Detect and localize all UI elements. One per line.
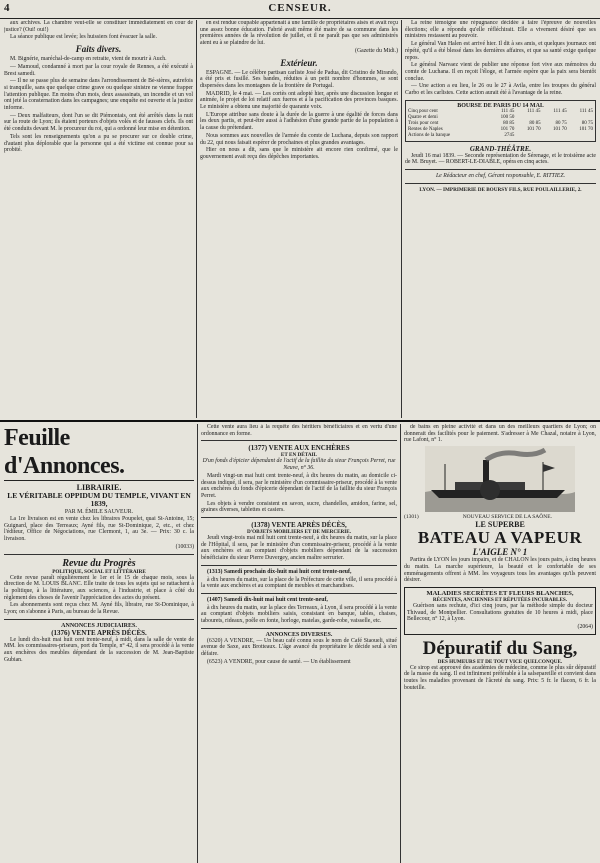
section-heading-faits-divers: Faits divers. bbox=[75, 44, 122, 55]
article-text: aux archives. La chambre veut-elle se constituer immédiatement en cour de justice? (Oui! oui!) bbox=[4, 20, 193, 33]
ad-italic: D'un fonds d'épicier dépendant de l'actif de la faillite du sieur François Perret, rue Neuve, n° 36. bbox=[202, 458, 396, 472]
divider bbox=[4, 554, 194, 555]
annonces-column-1 bbox=[4, 424, 194, 863]
divider bbox=[201, 565, 397, 566]
bourse-row bbox=[408, 127, 593, 133]
ad-number: (2064) bbox=[577, 624, 593, 631]
ad-text: Cette vente aura lieu à la requête des héritiers bénéficiaires et en vertu d'une ordonnance en forme. bbox=[201, 424, 397, 437]
bourse-label: Trois pour cent bbox=[408, 120, 439, 126]
divider bbox=[405, 169, 596, 170]
divider bbox=[201, 593, 397, 594]
news-item: — Une action a eu lieu, le 26 ou le 27 à Avila, entre les troupes du général Carbo et les carlistes. Cette action aurait été à l'avantage de la reine. bbox=[405, 83, 596, 97]
bourse-label: Cinq pour cent bbox=[408, 108, 438, 114]
ad-heading: (1376) VENTE APRÈS DÉCÈS. bbox=[51, 628, 147, 637]
ad-text: Les objets à vendre consistent en savon, sucre, chandelles, amidon, farine, sel, graines diverses, tablettes et casiers. bbox=[201, 500, 397, 514]
column-2 bbox=[200, 20, 398, 418]
bourse-value: 100 50 bbox=[500, 114, 515, 120]
ad-text: Le lundi dix-huit mai huit cent trente-neuf, à midi, dans la salle de vente de MM. les commissaires-priseurs, port du Temple, n° 42, il sera procédé à la vente aux enchères des meubles dépendant de la succession de M. Jean-Baptiste Gubian. bbox=[4, 636, 194, 663]
ad-text: Mardi vingt-un mai huit cent trente-neuf, à dix heures du matin, au domicile ci-dessus indiqué, il sera, par le ministère d'un commissaire-priseur, procédé à la vente aux enchères du fonds d'épicerie dépendant de l'actif de la faillite du sieur François Perret. bbox=[201, 472, 397, 499]
ad-subheading: RÉCENTES, ANCIENNES ET RÉPUTÉES INCURABLES. bbox=[432, 596, 568, 603]
bourse-table bbox=[408, 109, 593, 139]
divider bbox=[201, 517, 397, 518]
section-heading-judiciaires: ANNONCES JUDICIAIRES. bbox=[61, 622, 137, 629]
bourse-box bbox=[405, 100, 596, 142]
bourse-value: 80 75 bbox=[581, 120, 593, 126]
bourse-value bbox=[514, 133, 540, 139]
printer-imprint: LYON. — IMPRIMERIE DE BOURSY FILS, RUE POULAILLERIE, 2. bbox=[419, 186, 582, 193]
bourse-value: 2745 bbox=[504, 132, 515, 138]
bourse-value bbox=[567, 133, 593, 139]
page-number: 4 bbox=[4, 2, 10, 14]
ad-text: Les abonnements sont reçus chez M. Ayné fils, libraire, rue St-Dominique, à Lyon; on s'abonne à Paris, au bureau de la Revue. bbox=[4, 602, 194, 616]
ad-text: (6320) A VENDRE, — Un beau café connu sous le nom de Café Staoueli, situé avenue de Saxe, aux Brotteaux. L'âge avancé du propriétaire le décide seul à s'en défaire. bbox=[201, 637, 397, 658]
column-divider bbox=[400, 424, 401, 863]
divider bbox=[201, 628, 397, 629]
news-item: Nous sommes aux nouvelles de l'armée du comte de Luchana, depuis son rapport du 22, qui nous faisait espérer de prochaines et plus grandes avantages. bbox=[200, 132, 398, 146]
news-item: Le général Narvaez vient de publier une réponse fort vive aux mémoires du comte de Luchana. Il en reçoit l'éloge, et l'armée espère que la paix sera bientôt conclue. bbox=[405, 62, 596, 82]
ad-text: (6523) A VENDRE, pour cause de santé. — Un établissement bbox=[207, 658, 351, 665]
ad-text: Partira de LYON les jours impairs, et de CHALON les jours pairs, à cinq heures du matin. La marche supérieure, la beauté et le confortable de ses emménagements offrent à MM. les voyageurs tous les avantages qu'ils peuvent désirer. bbox=[404, 557, 596, 584]
divider bbox=[201, 440, 397, 441]
news-item: Tels sont les renseignements qu'on a pu se procurer sur ce double crime, d'autant plus déplorable que la personne qui a été victime est connue pour sa probité. bbox=[4, 133, 193, 154]
ad-text: Cette revue paraît régulièrement le 1er et le 15 de chaque mois, sous la direction de M. LOUIS BLANC. Elle traite de tous les sujets qui se rattachent à la politique, à la littérature, aux sciences, à l'industrie, et place à côté du règlement des choses de l'avenir l'appréciation des actes du présent. bbox=[4, 574, 194, 601]
newspaper-title: CENSEUR. bbox=[268, 2, 332, 14]
ad-subheading: D'OBJETS MOBILIERS ET DE MERCERIE. bbox=[246, 529, 352, 536]
depuratif-subtitle: DES HUMEURS ET DE TOUT VICE QUELCONQUE. bbox=[437, 658, 563, 665]
ad-heading: (1313) Samedi prochain dix-huit mai huit cent trente-neuf, bbox=[207, 568, 352, 575]
bourse-title: BOURSE DE PARIS DU 14 MAI. bbox=[457, 102, 544, 109]
bourse-row bbox=[408, 133, 593, 139]
news-item: — Deux malfaiteurs, dont l'un se dit Piémontais, ont été arrêtés dans la nuit sur la route de Lyon; ils étaient porteurs d'objets volés et de fausses clefs. Ils ont été conduits devant M. le procureur du roi, qui a ordonné leur mise en détention. bbox=[4, 112, 193, 133]
section-heading-diverses: ANNONCES DIVERSES. bbox=[265, 631, 333, 638]
section-heading-exterieur: Extérieur. bbox=[280, 57, 318, 68]
bourse-row bbox=[408, 109, 593, 115]
ad-heading: (1378) VENTE APRÈS DÉCÈS, bbox=[251, 521, 347, 530]
ad-text: Ce sirop est approuvé des académies de médecine, comme le plus sûr dépuratif de la masse du sang. Il est infiniment préférable à la salsepareille et convient dans toutes les maladies provenant de l'âcreté du sang. Prix: 5 fr. le flacon, 6 fr. la bouteille. bbox=[404, 664, 596, 691]
bourse-label: Rentes de Naples bbox=[408, 126, 443, 132]
ad-text: à dix heures du matin, sur la place de la Préfecture de cette ville, il sera procédé à la vente aux enchères et au comptant de meubles et marchandises. bbox=[201, 576, 397, 590]
column-divider bbox=[197, 424, 198, 863]
news-item: — Il ne se passe plus de semaine dans l'arrondissement de Bé-sières, autrefois si tranquille, sans que quelque crime grave ou quelque sinistre ne vienne frapper l'attention publique. En moins d'un mois, deux assassinats, un incendie et un vol ont jeté la consternation dans les campagnes; une enquête est ouverte et la justice informe. bbox=[4, 78, 193, 112]
editor-signature: Le Rédacteur en chef, Gérant responsable, E. RITTIEZ. bbox=[435, 173, 566, 180]
bourse-value: 101 70 bbox=[526, 126, 541, 132]
steamboat-illustration bbox=[425, 446, 575, 512]
column-3 bbox=[405, 20, 596, 418]
ad-text: Guérison sans rechute, d'ici cinq jours, par la méthode simple du docteur Thivaud, de Montpellier. Consultations gratuites de 10 heures à midi, place Bellecour, n° 12, à Lyon. bbox=[407, 602, 593, 623]
news-item: Hier on nous a dit, sans que le ministère ait encore rien confirmé, que le gouvernement avait reçu des dépêches importantes. bbox=[200, 147, 398, 160]
source-credit: (Gazette du Midi.) bbox=[355, 47, 398, 54]
bourse-value bbox=[541, 133, 567, 139]
ad-heading: (1377) VENTE AUX ENCHÈRES bbox=[248, 444, 350, 453]
column-1 bbox=[4, 20, 193, 418]
divider bbox=[405, 183, 596, 184]
revue-title: Revue du Progrès bbox=[62, 557, 136, 569]
article-text: La séance publique est levée; les huissiers font évacuer la salle. bbox=[10, 34, 157, 41]
section-heading-librairie: LIBRAIRIE. bbox=[76, 483, 122, 492]
book-title: LE VÉRITABLE OPPIDUM DU TEMPLE, VIVANT EN 1839, bbox=[7, 491, 191, 508]
article-text: en est rendue coupable appartenait à une famille de propriétaires aisés et avait reçu une assez bonne éducation. Fabrié avait même été maire de sa commune dans les premières années de la révolution de juillet, et il ne paraît pas que ses administrés aient eu à se plaindre de lui. bbox=[200, 20, 398, 47]
bourse-value: 101 70 bbox=[579, 126, 593, 132]
annonces-column-3 bbox=[404, 424, 596, 863]
bourse-value: 111 45 bbox=[553, 108, 567, 114]
ad-text: de bains en pleine activité et dans un des meilleurs quartiers de Lyon; on donnerait des facilités pour le paiement. S'adresser à Me Chazal, notaire à Lyon, rue Lafont, n° 1. bbox=[404, 424, 596, 444]
maladies-box bbox=[404, 587, 596, 635]
page-header bbox=[0, 0, 600, 19]
book-author: PAR M. ÉMILE SAUVEUR. bbox=[64, 509, 134, 515]
column-divider bbox=[196, 20, 197, 418]
news-item: Le général Van Halen est arrivé hier. Il dit à ses amis, et quelques journaux ont répété, qu'il a été blessé dans les dernières affaires, et que sa santé exige quelque repos. bbox=[405, 41, 596, 61]
ad-heading: (1407) Samedi dix-huit mai huit cent trente-neuf, bbox=[207, 596, 328, 603]
news-item: MADRID, le 4 mai. — Les cortès ont adopté hier, après une discussion longue et animée, le projet de loi relatif aux fueros et à la pacification des provinces basques. Le ministère a obtenu une majorité de quarante voix. bbox=[200, 90, 398, 111]
ad-heading: MALADIES SECRÈTES ET FLEURS BLANCHES, bbox=[426, 589, 574, 597]
theatre-text: Jeudi 16 mai 1839. — Seconde représentation de Sérenage, et le troisième acte de M. Bruyet. — ROBERT-LE-DIABLE, opéra en cinq actes. bbox=[405, 152, 596, 166]
column-divider bbox=[401, 20, 402, 418]
bourse-value: 80 75 bbox=[555, 120, 567, 126]
ad-number: (1301) bbox=[404, 514, 419, 521]
bourse-value: 101 70 bbox=[553, 126, 567, 132]
news-item: — Mamoud, condamné à mort par la cour royale de Rennes, a été exécuté à Brest samedi. bbox=[4, 63, 193, 77]
bourse-value: 80 85 bbox=[503, 120, 515, 126]
bourse-value: 111 45 bbox=[579, 108, 593, 114]
bourse-value: 80 85 bbox=[529, 120, 541, 126]
ad-number: (10033) bbox=[175, 543, 194, 550]
news-item: La reine témoigne une répugnance décidée à faire l'épreuve de nouvelles élections; elle a répondu qu'elle réfléchirait. Elle a vivement désiré que ses ministres restassent au pouvoir. bbox=[405, 20, 596, 40]
theatre-heading: GRAND-THÉÂTRE. bbox=[469, 144, 532, 153]
ad-text: Jeudi vingt-trois mai mil huit cent trente-neuf, à dix heures du matin, sur la place de l'Hôpital, il sera, par le ministère d'un commissaire-priseur, procédé à la vente aux enchères et au comptant d'objets mobiliers dépendant de la succession bénéficiaire du sieur Pierre Duvergey, ancien maître serrurier. bbox=[201, 535, 397, 562]
ship-name: L'AIGLE N° 1 bbox=[472, 547, 528, 558]
news-item: ESPAGNE. — Le célèbre partisan carliste José de Padua, dit Cristino de Mirando, a été pris et fusillé. Ses bandes, réduites à un petit nombre d'hommes, se sont dispersées dans les montagnes de la frontière de Portugal. bbox=[200, 69, 398, 89]
annonces-column-2 bbox=[201, 424, 397, 863]
divider bbox=[4, 619, 194, 620]
ad-text: à dix heures du matin, sur la place des Terreaux, à Lyon, il sera procédé à la vente au comptant d'objets mobiliers saisis, consistant en banque, tables, chaises, tabourets, rideaux, poêle en fonte, horloge, matelas, garde-robe, vaisselle, etc. bbox=[201, 604, 397, 625]
section-separator bbox=[0, 420, 600, 422]
bourse-value: 111 45 bbox=[527, 108, 541, 114]
bourse-value: 111 45 bbox=[500, 108, 515, 114]
ad-text: La 1re livraison est en vente chez les libraires Poupelet, quai St-Antoine, 15; Guignard, place des Terreaux; Ayné fils, rue St-Dominique, 2, etc., et chez l'éditeur, Office de Négociations, rue Clermont, 1, au 3e. — Prix: 30 c. la livraison. bbox=[4, 516, 194, 543]
bourse-label: Quatre et demi bbox=[408, 114, 438, 120]
bourse-label: Actions de la banque bbox=[408, 132, 451, 138]
bourse-value: 101 70 bbox=[500, 126, 515, 132]
depuratif-title: Dépuratif du Sang, bbox=[422, 637, 578, 659]
news-item: M. Bignérie, maréchal-de-camp en retraite, vient de mourir à Auch. bbox=[10, 56, 167, 63]
bateau-title: BATEAU A VAPEUR bbox=[417, 528, 583, 548]
superbe-label: LE SUPERBE bbox=[475, 520, 525, 530]
ad-subheading: ET EN DÉTAIL bbox=[280, 452, 318, 459]
revue-subtitle: POLITIQUE, SOCIAL ET LITTÉRAIRE bbox=[52, 568, 146, 575]
feuille-annonces-title: Feuille d'Annonces. bbox=[4, 424, 194, 481]
ship-caption: NOUVEAU SERVICE DE LA SAÔNE. bbox=[462, 514, 552, 521]
news-item: L'Europe attribue sans doute à la durée de la guerre à une égalité de forces dans les deux partis, et peut-être aussi à l'adhésion d'une grande partie de la population à la cause du prétendant. bbox=[200, 111, 398, 132]
